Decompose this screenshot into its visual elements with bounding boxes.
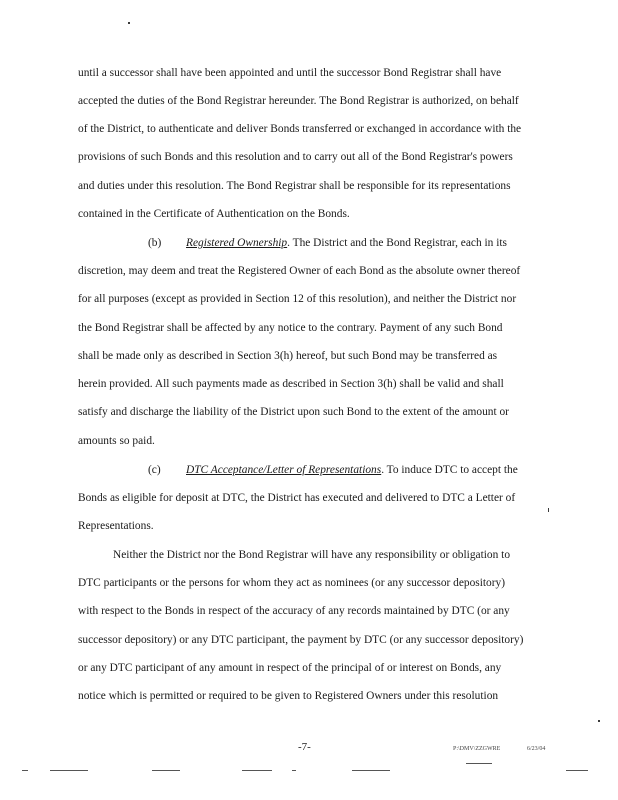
section-heading: Registered Ownership — [186, 237, 288, 249]
scan-speck — [548, 508, 549, 512]
text-line: Bonds as eligible for deposit at DTC, the District has executed and delivered to DTC a Letter of — [78, 492, 516, 504]
text-line: for all purposes (except as provided in Section 12 of this resolution), and neither the District nor — [78, 293, 517, 305]
text-line: with respect to the Bonds in respect of the accuracy of any records maintained by DTC (or any — [78, 605, 510, 617]
scan-speck — [128, 22, 130, 24]
text-line: of the District, to authenticate and deliver Bonds transferred or exchanged in accordance with the — [78, 123, 522, 135]
section-c-lead-text: . To induce DTC to accept the — [381, 464, 518, 476]
text-line: satisfy and discharge the liability of the District upon such Bond to the extent of the amount or — [78, 406, 509, 418]
text-line: notice which is permitted or required to be given to Registered Owners under this resolution — [78, 690, 499, 702]
scan-mark — [152, 770, 180, 771]
text-line: amounts so paid. — [78, 435, 155, 447]
section-label: (c) — [148, 464, 161, 476]
section-b-lead-text: . The District and the Bond Registrar, each in its — [287, 237, 507, 249]
section-label: (b) — [148, 237, 162, 249]
text-line: discretion, may deem and treat the Registered Owner of each Bond as the absolute owner thereof — [78, 265, 521, 277]
section-c-first-line — [186, 463, 518, 477]
page-number: -7- — [298, 741, 311, 753]
scan-mark — [292, 770, 296, 771]
text-line: provisions of such Bonds and this resolution and to carry out all of the Bond Registrar's powers — [78, 151, 513, 163]
text-line: and duties under this resolution. The Bond Registrar shall be responsible for its representations — [78, 180, 511, 192]
text-line: contained in the Certificate of Authentication on the Bonds. — [78, 208, 350, 220]
text-line: successor depository) or any DTC participant, the payment by DTC (or any successor depository) — [78, 634, 524, 646]
text-line: Representations. — [78, 520, 154, 532]
text-line: accepted the duties of the Bond Registrar hereunder. The Bond Registrar is authorized, on behalf — [78, 95, 519, 107]
text-line: herein provided. All such payments made as described in Section 3(h) shall be valid and shall — [78, 378, 504, 390]
text-line: DTC participants or the persons for whom they act as nominees (or any successor depository) — [78, 577, 506, 589]
scan-mark — [566, 770, 588, 771]
document-id: P:\DMV\ZZGWRE — [453, 746, 501, 752]
scan-mark — [50, 770, 88, 771]
section-heading: DTC Acceptance/Letter of Representations — [186, 464, 382, 476]
text-line: or any DTC participant of any amount in respect of the principal of or interest on Bonds, any — [78, 662, 502, 674]
section-b-first-line — [186, 236, 507, 250]
document-date: 6/23/04 — [527, 746, 546, 752]
scan-speck — [598, 720, 600, 722]
scan-mark — [466, 763, 492, 764]
text-line: the Bond Registrar shall be affected by any notice to the contrary. Payment of any such Bond — [78, 322, 503, 334]
text-line: shall be made only as described in Section 3(h) hereof, but such Bond may be transferred as — [78, 350, 498, 362]
text-line: Neither the District nor the Bond Registrar will have any responsibility or obligation to — [113, 549, 511, 561]
text-line: until a successor shall have been appointed and until the successor Bond Registrar shall have — [78, 67, 502, 79]
scan-mark — [242, 770, 272, 771]
scan-mark — [22, 770, 28, 771]
scan-mark — [352, 770, 390, 771]
